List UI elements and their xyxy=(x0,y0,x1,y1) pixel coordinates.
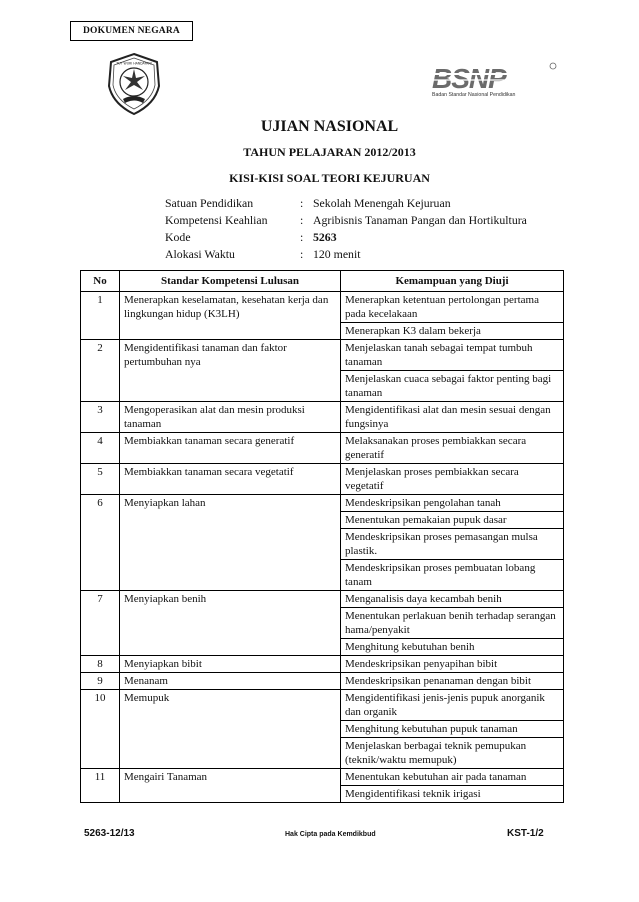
table-row xyxy=(81,292,564,323)
meta-row xyxy=(165,229,527,246)
tested-ability: Mendeskripsikan pengolahan tanah xyxy=(341,495,564,512)
competency-standard: Mengidentifikasi tanaman dan faktor pertumbuhan nya xyxy=(120,340,341,402)
meta-value: Sekolah Menengah Kejuruan xyxy=(313,196,451,210)
meta-colon: : xyxy=(300,213,304,227)
competency-standard: Mengairi Tanaman xyxy=(120,769,341,803)
row-number: 10 xyxy=(81,690,120,769)
bsnp-subtitle: Badan Standar Nasional Pendidikan xyxy=(432,92,516,98)
tested-ability: Mengidentifikasi alat dan mesin sesuai dengan fungsinya xyxy=(341,402,564,433)
document-classification-stamp: DOKUMEN NEGARA xyxy=(70,21,193,41)
document-code: 5263-12/13 xyxy=(84,828,135,839)
academic-year: TAHUN PELAJARAN 2012/2013 xyxy=(243,145,416,159)
tested-ability: Menentukan kebutuhan air pada tanaman xyxy=(341,769,564,786)
row-number: 8 xyxy=(81,656,120,673)
meta-colon: : xyxy=(300,230,304,244)
table-row xyxy=(81,402,564,433)
tested-ability: Mendeskripsikan penanaman dengan bibit xyxy=(341,673,564,690)
meta-value: Agribisnis Tanaman Pangan dan Hortikultura xyxy=(313,213,527,227)
row-number: 3 xyxy=(81,402,120,433)
tested-ability: Melaksanakan proses pembiakkan secara generatif xyxy=(341,433,564,464)
meta-label: Kode xyxy=(165,230,191,244)
tut-wuri-handayani-logo xyxy=(105,52,163,116)
competency-standard: Membiakkan tanaman secara vegetatif xyxy=(120,464,341,495)
tested-ability: Menentukan perlakuan benih terhadap serangan hama/penyakit xyxy=(341,608,564,639)
tested-ability: Menghitung kebutuhan pupuk tanaman xyxy=(341,721,564,738)
tested-ability: Menentukan pemakaian pupuk dasar xyxy=(341,512,564,529)
copyright-notice: Hak Cipta pada Kemdikbud xyxy=(285,831,376,838)
tested-ability: Menjelaskan proses pembiakkan secara vegetatif xyxy=(341,464,564,495)
meta-label: Kompetensi Keahlian xyxy=(165,213,268,227)
tested-ability: Menghitung kebutuhan benih xyxy=(341,639,564,656)
kisi-kisi-table xyxy=(80,270,564,803)
meta-label: Satuan Pendidikan xyxy=(165,196,254,210)
table-row xyxy=(81,495,564,512)
tested-ability: Mengidentifikasi teknik irigasi xyxy=(341,786,564,803)
tested-ability: Menerapkan K3 dalam bekerja xyxy=(341,323,564,340)
row-number: 9 xyxy=(81,673,120,690)
meta-value: 120 menit xyxy=(313,247,361,261)
row-number: 11 xyxy=(81,769,120,803)
tested-ability: Menjelaskan tanah sebagai tempat tumbuh tanaman xyxy=(341,340,564,371)
competency-standard: Menyiapkan benih xyxy=(120,591,341,656)
tested-ability: Mendeskripsikan penyapihan bibit xyxy=(341,656,564,673)
competency-standard: Memupuk xyxy=(120,690,341,769)
competency-standard: Menyiapkan lahan xyxy=(120,495,341,591)
row-number: 1 xyxy=(81,292,120,340)
meta-colon: : xyxy=(300,196,304,210)
row-number: 5 xyxy=(81,464,120,495)
tested-ability: Mendeskripsikan proses pembuatan lobang tanam xyxy=(341,560,564,591)
tested-ability: Menjelaskan berbagai teknik pemupukan (teknik/waktu memupuk) xyxy=(341,738,564,769)
meta-row xyxy=(165,195,527,212)
meta-colon: : xyxy=(300,247,304,261)
table-header-row xyxy=(81,271,564,292)
header-no: No xyxy=(81,271,120,292)
row-number: 7 xyxy=(81,591,120,656)
document-subtitle: KISI-KISI SOAL TEORI KEJURUAN xyxy=(229,171,430,185)
header-skl: Standar Kompetensi Lulusan xyxy=(120,271,341,292)
svg-text:TUT WURI HANDAYANI: TUT WURI HANDAYANI xyxy=(116,61,152,66)
table-row xyxy=(81,464,564,495)
competency-standard: Mengoperasikan alat dan mesin produksi tanaman xyxy=(120,402,341,433)
table-row xyxy=(81,591,564,608)
row-number: 4 xyxy=(81,433,120,464)
table-row xyxy=(81,340,564,371)
competency-standard: Menyiapkan bibit xyxy=(120,656,341,673)
table-row xyxy=(81,769,564,786)
meta-row xyxy=(165,212,527,229)
bsnp-logo xyxy=(430,60,560,110)
tested-ability: Menerapkan ketentuan pertolongan pertama pada kecelakaan xyxy=(341,292,564,323)
svg-text:BSNP: BSNP xyxy=(432,63,506,94)
row-number: 6 xyxy=(81,495,120,591)
meta-label: Alokasi Waktu xyxy=(165,247,235,261)
tested-ability: Mendeskripsikan proses pemasangan mulsa plastik. xyxy=(341,529,564,560)
tested-ability: Mengidentifikasi jenis-jenis pupuk anorganik dan organik xyxy=(341,690,564,721)
row-number: 2 xyxy=(81,340,120,402)
meta-value: 5263 xyxy=(313,230,337,244)
tested-ability: Menganalisis daya kecambah benih xyxy=(341,591,564,608)
header-kemampuan: Kemampuan yang Diuji xyxy=(341,271,564,292)
tested-ability: Menjelaskan cuaca sebagai faktor penting bagi tanaman xyxy=(341,371,564,402)
table-row xyxy=(81,673,564,690)
competency-standard: Menanam xyxy=(120,673,341,690)
competency-standard: Membiakkan tanaman secara generatif xyxy=(120,433,341,464)
table-body xyxy=(81,292,564,803)
competency-standard: Menerapkan keselamatan, kesehatan kerja dan lingkungan hidup (K3LH) xyxy=(120,292,341,340)
exam-metadata xyxy=(165,195,527,263)
exam-title: UJIAN NASIONAL xyxy=(260,118,399,135)
table-row xyxy=(81,690,564,721)
table-row xyxy=(81,433,564,464)
page-code: KST-1/2 xyxy=(507,828,544,839)
table-row xyxy=(81,656,564,673)
meta-row xyxy=(165,246,527,263)
